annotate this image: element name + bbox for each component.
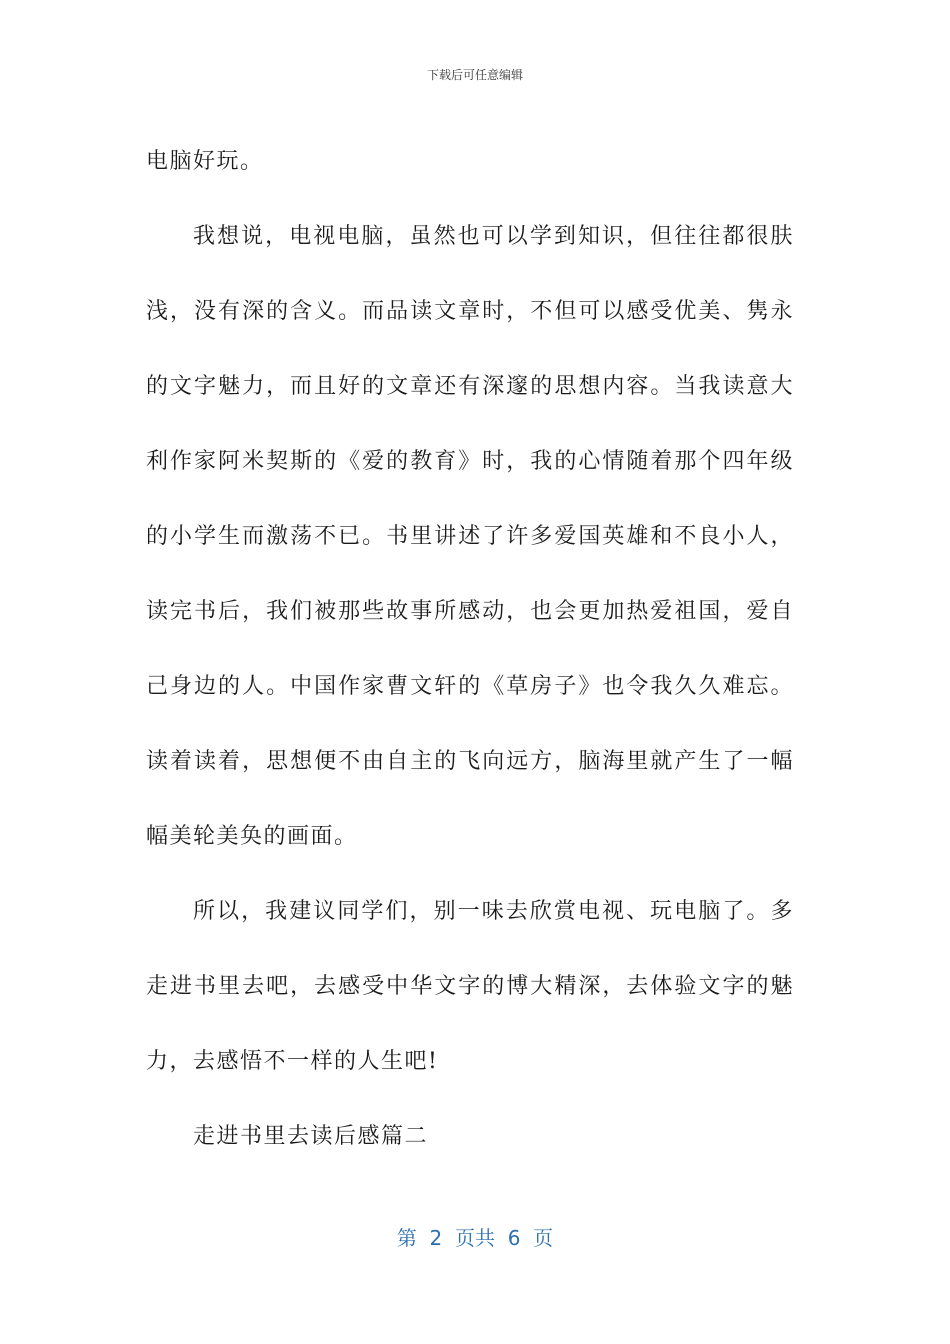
paragraph: 所以，我建议同学们，别一味去欣赏电视、玩电脑了。多走进书里去吧，去感受中华文字的博大精深，去体验文字的魅力，去感悟不一样的人生吧!: [146, 899, 794, 1074]
page-number-footer: 第 2 页共 6 页: [396, 1226, 554, 1250]
section-heading: 走进书里去读后感篇二: [193, 1124, 429, 1149]
body-text: [146, 124, 794, 1174]
header-note: 下载后可任意编辑: [426, 68, 523, 82]
paragraph: 我想说，电视电脑，虽然也可以学到知识，但往往都很肤浅，没有深的含义。而品读文章时，不但可以感受优美、隽永的文字魅力，而且好的文章还有深邃的思想内容。当我读意大利作家阿米契斯的《爱的教育》时，我的心情随着那个四年级的小学生而激荡不已。书里讲述了许多爱国英雄和不良小人，读完书后，我们被那些故事所感动，也会更加热爱祖国，爱自己身边的人。中国作家曹文轩的《草房子》也令我久久难忘。读着读着，思想便不由自主的飞向远方，脑海里就产生了一幅幅美轮美奂的画面。: [146, 224, 794, 849]
paragraph-continuation: 电脑好玩。: [146, 149, 264, 174]
